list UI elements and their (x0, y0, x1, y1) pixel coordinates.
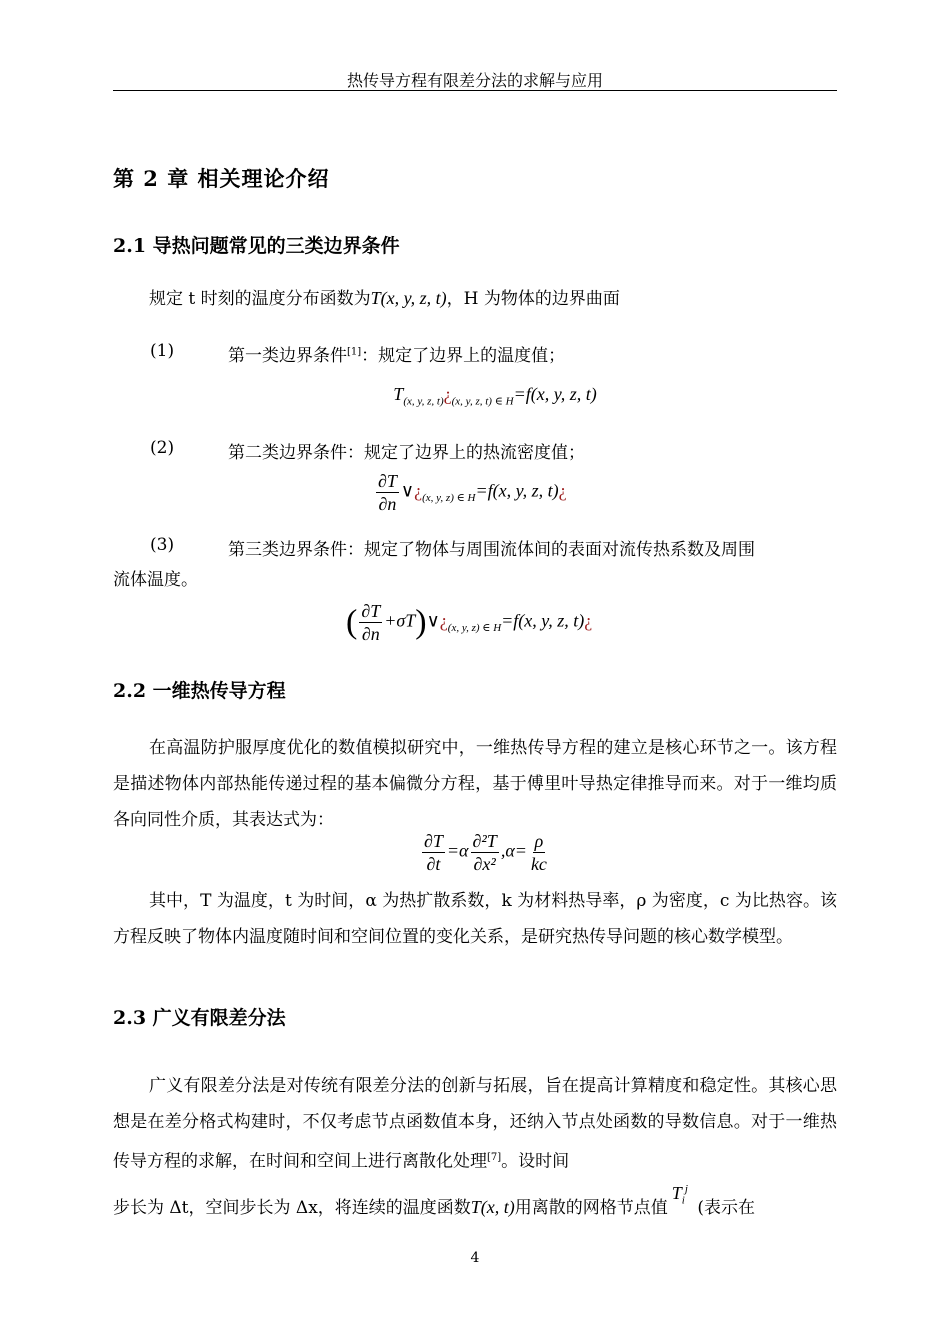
item-1-number: (1) (150, 341, 175, 361)
section-2-1-title: 2.1 导热问题常见的三类边界条件 (113, 235, 400, 257)
item-1-text: 第一类边界条件[1]：规定了边界上的温度值； (228, 346, 566, 366)
s22-paragraph-2: 其中，T 为温度，t 为时间，α 为热扩散系数，k 为材料热导率，ρ 为密度，c 为比热容。该方程反映了物体内温度随时间和空间位置的变化关系，是研究热传导问题的核心数学模型。 (113, 891, 837, 947)
s22-paragraph-1: 在高温防护服厚度优化的数值模拟研究中，一维热传导方程的建立是核心环节之一。该方程是描述物体内部热能传递过程的基本偏微分方程，基于傅里叶导热定律推导而来。对于一维均质各向同性介质，其表达式为： (113, 738, 837, 830)
node-value: $T_i^j$ (671, 1183, 688, 1207)
equation-second-kind: $\frac{\partial T}{\partial n}$ $\vee¿_{(x, y, z) \in H}=f(x$, y, z, t)¿ (378, 471, 567, 514)
section-2-2-title: 2.2 一维热传导方程 (113, 680, 286, 702)
equation-heat: $\frac{\partial T}{\partial t}$ =α $\frac{\text{∂²T}}{\text{∂x²}}$ ,α= $\frac{\rho}{kc}$ (424, 831, 547, 874)
item-3-continuation: 流体温度。 (113, 570, 198, 590)
item-3-number: (3) (150, 535, 175, 555)
header-rule (113, 90, 837, 91)
temperature-function: T(x, t) (470, 1197, 515, 1217)
equation-third-kind: ( $\frac{\partial T}{\partial n}$ $+\sigma T)\vee¿_{(x, y, z) \in H}=f(x$, y, z, t)¿ (346, 601, 593, 644)
item-2-number: (2) (150, 438, 175, 458)
chapter-title: 第 2 章 相关理论介绍 (113, 166, 330, 191)
equation-first-kind: $T_{(x, y, z, t)}¿_{(x, y, z, t) \in H}=f(x$, y, z, t) (393, 384, 597, 408)
citation-7: [7] (487, 1152, 502, 1163)
s23-paragraph-1-last-line: 步长为 Δt，空间步长为 Δx，将连续的温度函数T(x, t)用离散的网格节点值$T_i^j$ (表示在 (113, 1185, 837, 1233)
s21-intro: 规定 t 时刻的温度分布函数为T(x, y, z, t)，H 为物体的边界曲面 (149, 288, 620, 309)
citation-1: [1] (347, 346, 362, 358)
item-2-text: 第二类边界条件：规定了边界上的热流密度值； (228, 443, 585, 463)
page-number: 4 (470, 1250, 480, 1266)
item-3-text: 第三类边界条件：规定了物体与周围流体间的表面对流传热系数及周围 (228, 540, 755, 560)
intro-function: T(x, y, z, t) (370, 288, 447, 308)
section-2-3-title: 2.3 广义有限差分法 (113, 1007, 286, 1029)
running-header: 热传导方程有限差分法的求解与应用 (346, 71, 603, 90)
s23-paragraph-1: 广义有限差分法是对传统有限差分法的创新与拓展，旨在提高计算精度和稳定性。其核心思想是在差分格式构建时，不仅考虑节点函数值本身，还纳入节点处函数的导数信息。对于一维热传导方程的求解，在时间和空间上进行离散化处理[7]。设时间 (113, 1076, 837, 1172)
